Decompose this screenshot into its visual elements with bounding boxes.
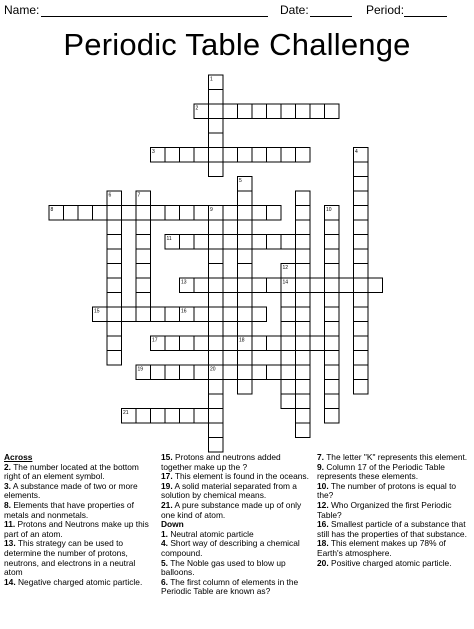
grid-cell[interactable] (194, 148, 209, 163)
clue-down-6: 6. The first column of elements in the Periodic Table are known as? (161, 576, 299, 597)
grid-cell[interactable] (339, 278, 354, 293)
period-label: Period: (366, 3, 405, 17)
grid-cell[interactable] (296, 235, 311, 250)
grid-cell[interactable] (238, 206, 253, 221)
grid-cell[interactable] (238, 380, 253, 395)
grid-cell[interactable] (107, 322, 122, 337)
name-label: Name: (4, 3, 40, 17)
grid-cell[interactable] (296, 365, 311, 380)
grid-cell[interactable] (281, 322, 296, 337)
clues-column-3 (317, 453, 470, 568)
grid-cell[interactable] (267, 206, 282, 221)
clue-down-1: 1. Neutral atomic particle (161, 528, 254, 539)
grid-cell[interactable] (209, 351, 224, 366)
grid-cell[interactable] (281, 380, 296, 395)
grid-cell[interactable] (238, 148, 253, 163)
grid-cell[interactable] (281, 336, 296, 351)
grid-cell[interactable] (281, 148, 296, 163)
grid-cell[interactable] (296, 380, 311, 395)
clue-across-19: 19. A solid material separated from a solution by chemical means. (161, 480, 297, 501)
grid-number: 4 (355, 149, 358, 155)
grid-number: 21 (123, 410, 129, 416)
clues-column-2 (161, 453, 311, 597)
grid-cell[interactable] (136, 293, 151, 308)
grid-cell[interactable] (209, 104, 224, 119)
grid-cell[interactable] (296, 148, 311, 163)
grid-cell[interactable] (194, 206, 209, 221)
grid-cell[interactable] (78, 206, 93, 221)
grid-cell[interactable] (209, 293, 224, 308)
grid-cell[interactable] (267, 336, 282, 351)
grid-cell[interactable] (296, 220, 311, 235)
grid-cell[interactable] (209, 336, 224, 351)
grid-cell[interactable] (296, 409, 311, 424)
clues-column-1 (4, 453, 154, 587)
grid-cell[interactable] (136, 249, 151, 264)
grid-cell[interactable] (223, 104, 238, 119)
grid-cell[interactable] (238, 104, 253, 119)
grid-cell[interactable] (354, 235, 369, 250)
grid-cell[interactable] (194, 365, 209, 380)
grid-cell[interactable] (310, 336, 325, 351)
grid-cell[interactable] (122, 206, 137, 221)
clue-down-12: 12. Who Organized the first Periodic Table? (317, 499, 452, 520)
grid-number: 11 (166, 236, 172, 242)
grid-cell[interactable] (354, 278, 369, 293)
grid-cell[interactable] (252, 307, 267, 322)
grid-cell[interactable] (325, 380, 340, 395)
grid-cell[interactable] (325, 293, 340, 308)
grid-cell[interactable] (296, 423, 311, 438)
grid-cell[interactable] (238, 351, 253, 366)
grid-cell[interactable] (296, 351, 311, 366)
grid-cell[interactable] (107, 351, 122, 366)
grid-cell[interactable] (354, 293, 369, 308)
grid-cell[interactable] (93, 206, 108, 221)
grid-cell[interactable] (325, 409, 340, 424)
grid-cell[interactable] (252, 278, 267, 293)
down-heading: Down (161, 519, 184, 530)
grid-cell[interactable] (209, 322, 224, 337)
grid-cell[interactable] (325, 220, 340, 235)
grid-cell[interactable] (325, 249, 340, 264)
clue-across-14: 14. Negative charged atomic particle. (4, 576, 143, 587)
grid-cell[interactable] (223, 148, 238, 163)
grid-cell[interactable] (238, 278, 253, 293)
grid-cell[interactable] (136, 307, 151, 322)
page-title: Periodic Table Challenge (63, 27, 411, 62)
grid-cell[interactable] (296, 206, 311, 221)
grid-cell[interactable] (209, 119, 224, 134)
clue-down-9: 9. Column 17 of the Periodic Table represents these elements. (317, 461, 445, 482)
grid-cell[interactable] (194, 278, 209, 293)
grid-cell[interactable] (180, 336, 195, 351)
grid-cell[interactable] (238, 365, 253, 380)
grid-cell[interactable] (136, 235, 151, 250)
grid-cell[interactable] (354, 264, 369, 279)
grid-cell[interactable] (151, 409, 166, 424)
grid-cell[interactable] (325, 104, 340, 119)
grid-cell[interactable] (180, 235, 195, 250)
grid-cell[interactable] (209, 148, 224, 163)
grid-cell[interactable] (209, 380, 224, 395)
grid-cell[interactable] (223, 235, 238, 250)
grid-cell[interactable] (107, 220, 122, 235)
clue-across-17: 17. This element is found in the oceans. (161, 471, 309, 482)
grid-cell[interactable] (209, 90, 224, 105)
grid-cell[interactable] (107, 278, 122, 293)
grid-cell[interactable] (281, 365, 296, 380)
grid-number: 7 (137, 192, 141, 199)
grid-cell[interactable] (209, 162, 224, 177)
grid-cell[interactable] (107, 264, 122, 279)
clue-down-5: 5. The Noble gas used to blow up balloons. (161, 557, 286, 578)
grid-cell[interactable] (252, 336, 267, 351)
grid-cell[interactable] (223, 307, 238, 322)
grid-cell[interactable] (209, 249, 224, 264)
grid-cell[interactable] (165, 206, 180, 221)
grid-cell[interactable] (252, 235, 267, 250)
grid-number: 16 (181, 308, 187, 315)
grid-cell[interactable] (267, 278, 282, 293)
grid-cell[interactable] (194, 409, 209, 424)
grid-cell[interactable] (296, 322, 311, 337)
grid-cell[interactable] (325, 307, 340, 322)
grid-cell[interactable] (180, 409, 195, 424)
grid-cell[interactable] (267, 148, 282, 163)
grid-cell[interactable] (223, 278, 238, 293)
grid-cell[interactable] (136, 264, 151, 279)
grid-number: 2 (195, 105, 199, 112)
grid-cell[interactable] (180, 206, 195, 221)
grid-cell[interactable] (325, 264, 340, 279)
grid-cell[interactable] (354, 380, 369, 395)
grid-cell[interactable] (238, 264, 253, 279)
grid-cell[interactable] (136, 409, 151, 424)
grid-cell[interactable] (325, 365, 340, 380)
grid-cell[interactable] (238, 322, 253, 337)
grid-number: 5 (239, 178, 242, 184)
grid-cell[interactable] (296, 307, 311, 322)
grid-cell[interactable] (180, 148, 195, 163)
grid-cell[interactable] (165, 409, 180, 424)
grid-cell[interactable] (325, 322, 340, 337)
grid-cell[interactable] (107, 249, 122, 264)
grid-cell[interactable] (107, 206, 122, 221)
grid-cell[interactable] (325, 336, 340, 351)
grid-cell[interactable] (281, 104, 296, 119)
grid-cell[interactable] (281, 394, 296, 409)
clue-down-16: 16. Smallest particle of a substance that still has the properties of that substance. (317, 519, 467, 539)
grid-cell[interactable] (252, 365, 267, 380)
grid-number: 19 (137, 366, 144, 373)
grid-cell[interactable] (354, 336, 369, 351)
date-label: Date: (280, 3, 309, 17)
clue-down-4: 4. Short way of describing a chemical compound. (161, 538, 300, 558)
grid-cell[interactable] (165, 336, 180, 351)
grid-cell[interactable] (354, 206, 369, 221)
grid-cell[interactable] (151, 365, 166, 380)
grid-cell[interactable] (238, 293, 253, 308)
grid-cell[interactable] (209, 220, 224, 235)
grid-cell[interactable] (209, 409, 224, 424)
grid-cell[interactable] (325, 351, 340, 366)
grid-cell[interactable] (209, 438, 224, 453)
grid-cell[interactable] (296, 394, 311, 409)
grid-cell[interactable] (238, 307, 253, 322)
grid-number: 3 (152, 149, 155, 155)
grid-cell[interactable] (180, 365, 195, 380)
grid-cell[interactable] (267, 365, 282, 380)
grid-cell[interactable] (296, 336, 311, 351)
grid-cell[interactable] (296, 191, 311, 206)
grid-cell[interactable] (238, 249, 253, 264)
across-heading: Across (4, 452, 33, 462)
grid-cell[interactable] (165, 148, 180, 163)
grid-cell[interactable] (354, 322, 369, 337)
grid-number: 15 (94, 308, 100, 315)
grid-cell[interactable] (238, 191, 253, 206)
grid-number: 10 (326, 207, 332, 213)
grid-cell[interactable] (354, 365, 369, 380)
grid-cell[interactable] (354, 249, 369, 264)
grid-cell[interactable] (194, 307, 209, 322)
grid-cell[interactable] (223, 206, 238, 221)
clue-down-10: 10. The number of protons is equal to the? (317, 480, 457, 501)
grid-cell[interactable] (209, 394, 224, 409)
grid-cell[interactable] (209, 423, 224, 438)
grid-cell[interactable] (194, 336, 209, 351)
grid-cell[interactable] (296, 249, 311, 264)
clue-across-13: 13. This strategy can be used to determine the number of protons, neutrons, and electrons in a neutral atom (4, 538, 136, 578)
grid-cell[interactable] (281, 307, 296, 322)
grid-cell[interactable] (354, 307, 369, 322)
grid-cell[interactable] (296, 104, 311, 119)
clue-across-8: 8. Elements that have properties of metals and nonmetals. (4, 499, 134, 520)
grid-cell[interactable] (368, 278, 383, 293)
grid-cell[interactable] (296, 278, 311, 293)
grid-cell[interactable] (354, 162, 369, 177)
grid-cell[interactable] (122, 307, 137, 322)
grid-cell[interactable] (281, 293, 296, 308)
grid-cell[interactable] (354, 351, 369, 366)
grid-cell[interactable] (310, 278, 325, 293)
grid-cell[interactable] (136, 206, 151, 221)
grid-cell[interactable] (354, 191, 369, 206)
grid-cell[interactable] (354, 220, 369, 235)
clue-down-18: 18. This element makes up 78% of Earth's atmosphere. (317, 538, 446, 558)
grid-cell[interactable] (107, 293, 122, 308)
grid-cell[interactable] (354, 177, 369, 192)
grid-cell[interactable] (238, 235, 253, 250)
grid-cell[interactable] (165, 307, 180, 322)
grid-number: 20 (210, 366, 216, 373)
grid-cell[interactable] (296, 264, 311, 279)
grid-cell[interactable] (310, 104, 325, 119)
grid-cell[interactable] (223, 365, 238, 380)
grid-number: 17 (152, 337, 158, 344)
clue-across-11: 11. Protons and Neutrons make up this part of an atom. (4, 519, 149, 539)
grid-cell[interactable] (151, 307, 166, 322)
grid-cell[interactable] (325, 278, 340, 293)
grid-cell[interactable] (151, 206, 166, 221)
clue-across-21: 21. A pure substance made up of only one kind of atom. (161, 499, 302, 520)
grid-number: 8 (50, 207, 54, 213)
grid-cell[interactable] (107, 336, 122, 351)
grid-number: 12 (282, 265, 289, 271)
grid-cell[interactable] (281, 235, 296, 250)
grid-cell[interactable] (252, 148, 267, 163)
grid-cell[interactable] (223, 336, 238, 351)
grid-number: 1 (210, 76, 213, 83)
grid-cell[interactable] (325, 394, 340, 409)
grid-cell[interactable] (209, 264, 224, 279)
grid-cell[interactable] (64, 206, 79, 221)
grid-cell[interactable] (267, 235, 282, 250)
grid-number: 9 (210, 207, 213, 213)
grid-cell[interactable] (325, 235, 340, 250)
grid-cell[interactable] (165, 365, 180, 380)
grid-cell[interactable] (209, 235, 224, 250)
clue-down-7: 7. The letter "K" represents this element. (317, 452, 468, 462)
grid-cell[interactable] (267, 104, 282, 119)
grid-cell[interactable] (194, 235, 209, 250)
grid-cell[interactable] (209, 307, 224, 322)
clue-across-15: 15. Protons and neutrons added together make up the ? (161, 452, 281, 472)
clue-down-20: 20. Positive charged atomic particle. (317, 557, 452, 568)
grid-cells (49, 75, 383, 452)
grid-cell[interactable] (281, 351, 296, 366)
grid-number: 6 (108, 192, 112, 199)
grid-cell[interactable] (209, 278, 224, 293)
grid-number: 14 (282, 279, 289, 286)
grid-cell[interactable] (296, 293, 311, 308)
grid-cell[interactable] (136, 278, 151, 293)
grid-cell[interactable] (107, 307, 122, 322)
clue-across-2: 2. The number located at the bottom right of an element symbol. (4, 461, 139, 482)
grid-cell[interactable] (238, 220, 253, 235)
grid-cell[interactable] (136, 220, 151, 235)
grid-number: 18 (239, 337, 245, 344)
grid-cell[interactable] (252, 104, 267, 119)
grid-cell[interactable] (107, 235, 122, 250)
clue-across-3: 3. A substance made of two or more elements. (4, 480, 138, 501)
grid-cell[interactable] (252, 206, 267, 221)
grid-cell[interactable] (209, 133, 224, 148)
grid-number: 13 (181, 279, 187, 286)
